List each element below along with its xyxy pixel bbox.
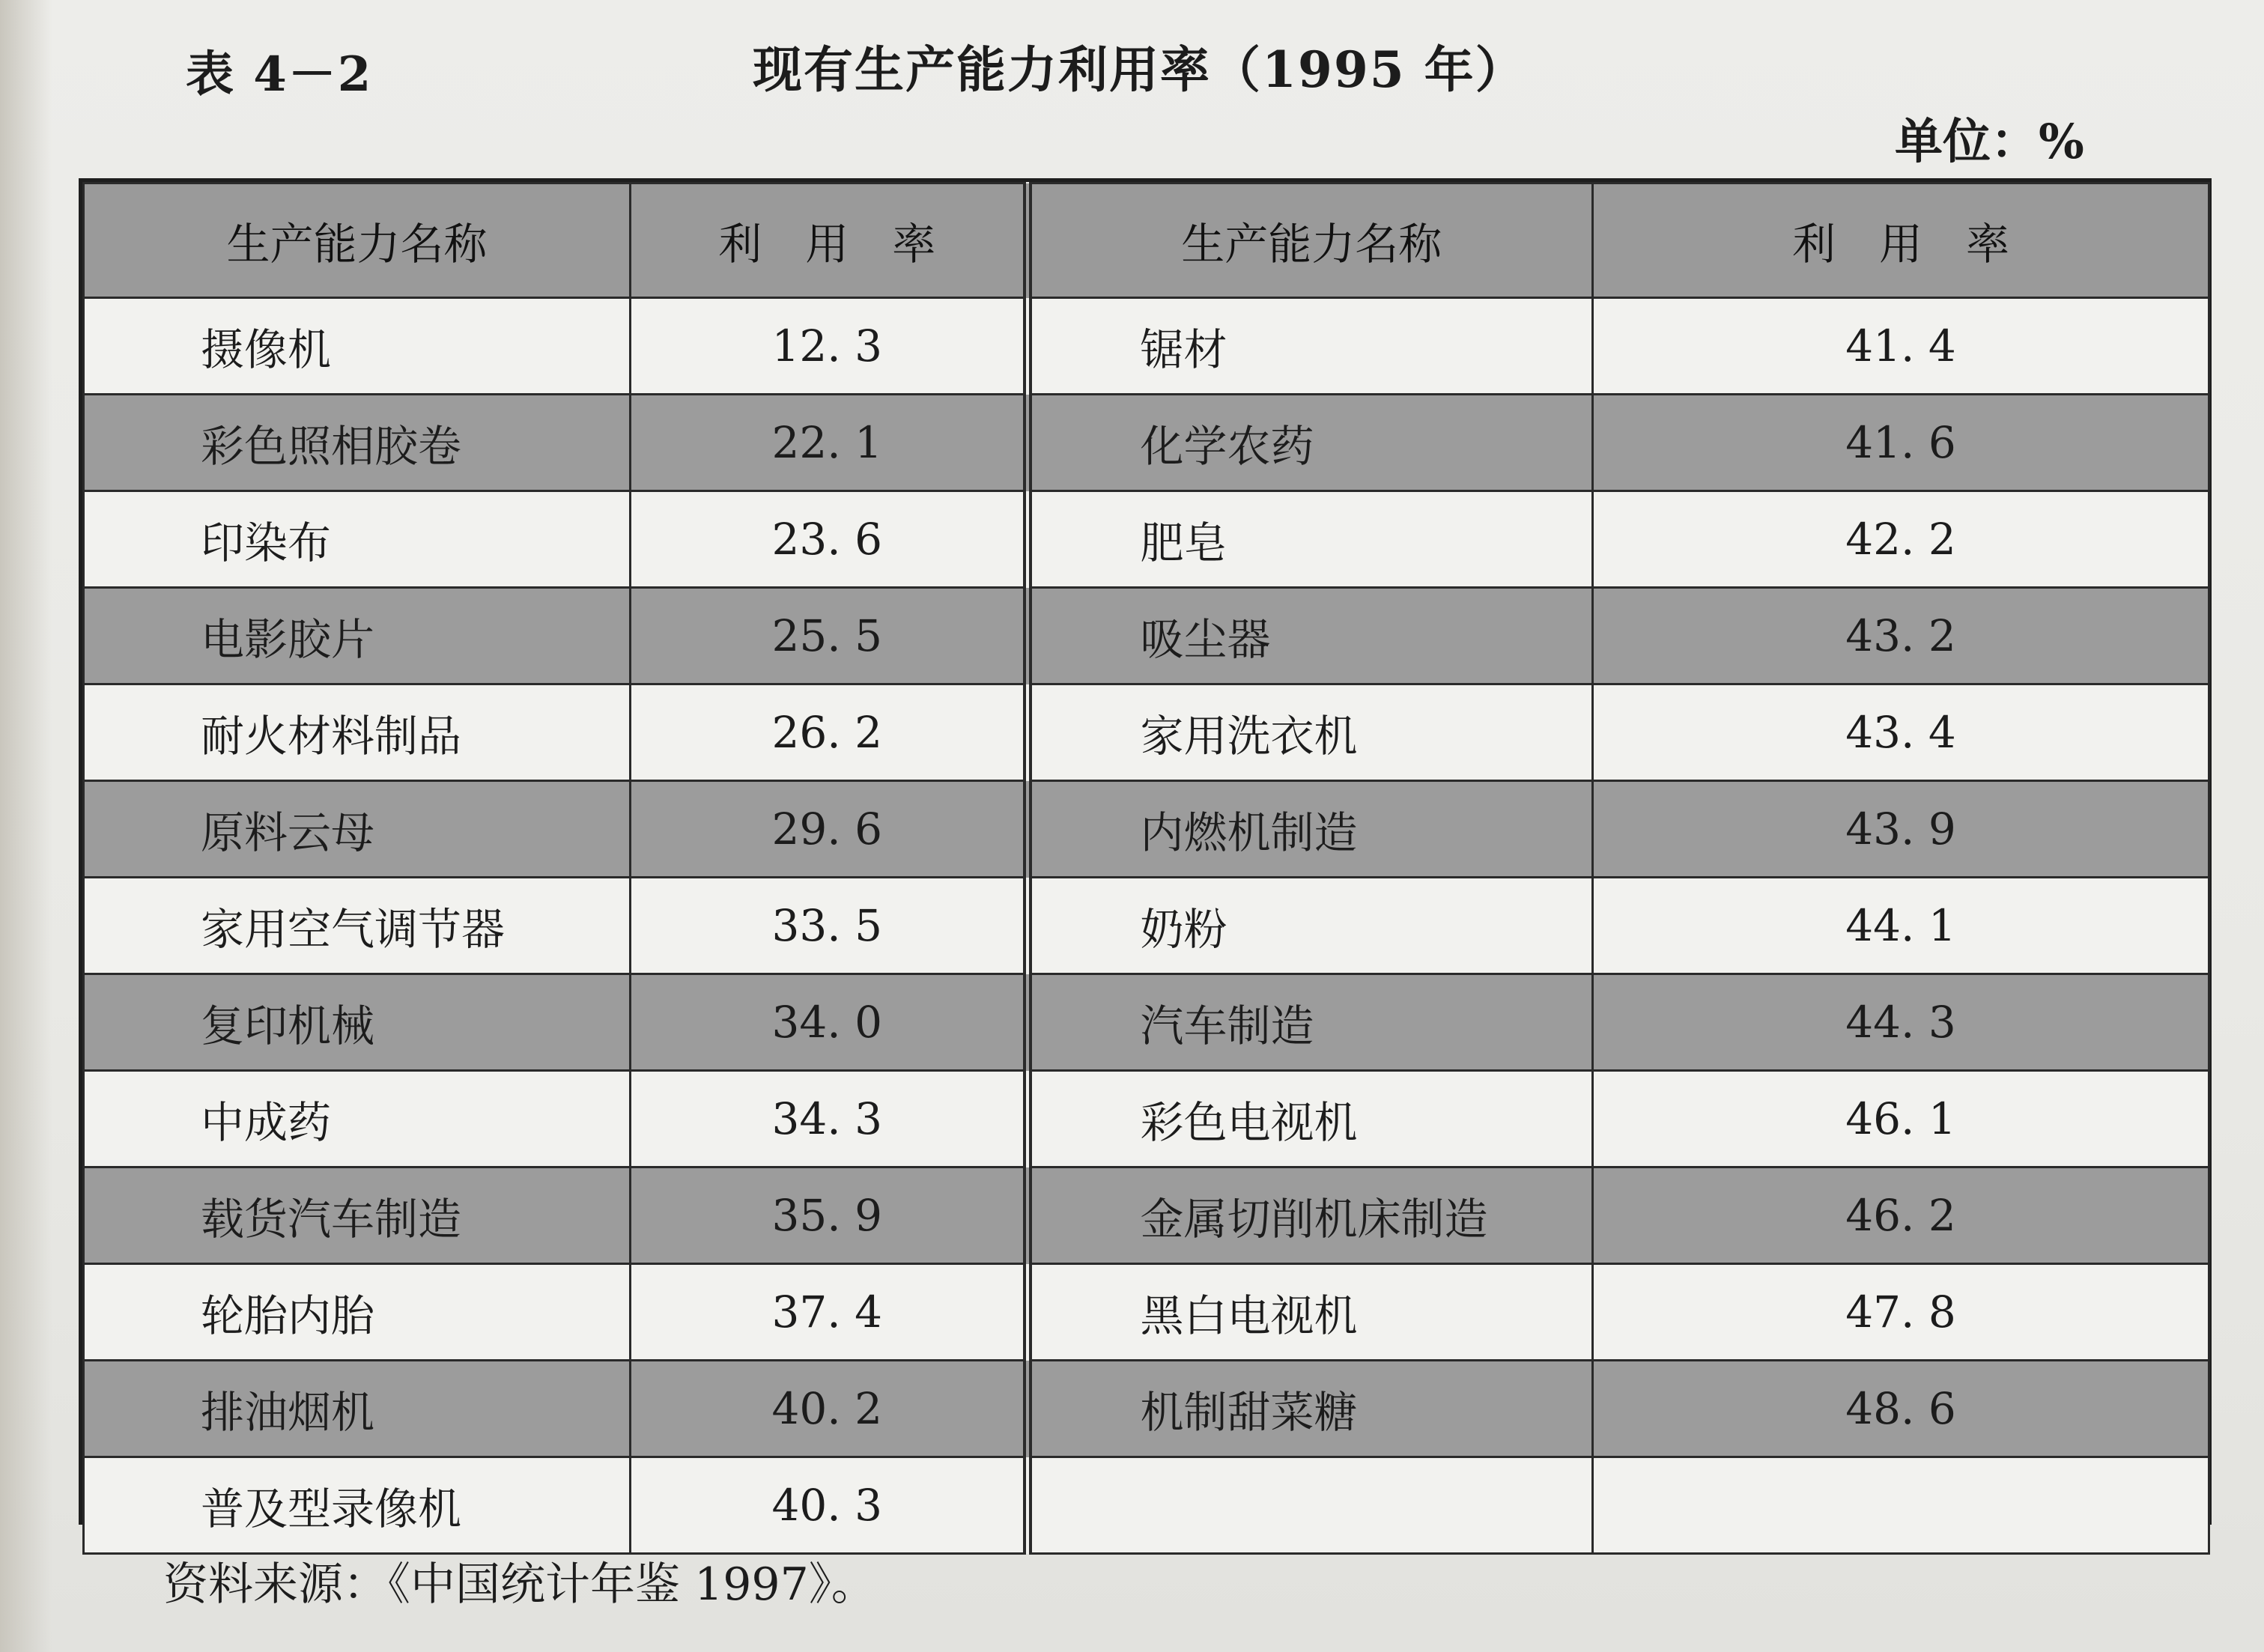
column-header-rate-left: 利 用 率 xyxy=(631,183,1028,298)
table-body xyxy=(84,298,2209,1554)
table-row xyxy=(84,781,2209,878)
cell-rate-right: 44. 3 xyxy=(1593,974,2209,1071)
table-row xyxy=(84,1071,2209,1167)
table-header-row xyxy=(84,183,2209,298)
cell-name-right: 化学农药 xyxy=(1028,395,1593,491)
cell-name-right: 吸尘器 xyxy=(1028,588,1593,684)
table-row xyxy=(84,395,2209,491)
column-header-name-left: 生产能力名称 xyxy=(84,183,631,298)
utilization-table xyxy=(79,178,2212,1534)
table-row xyxy=(84,684,2209,781)
cell-name-right: 肥皂 xyxy=(1028,491,1593,588)
cell-rate-left: 29. 6 xyxy=(631,781,1028,878)
cell-rate-right: 42. 2 xyxy=(1593,491,2209,588)
cell-rate-left: 40. 2 xyxy=(631,1361,1028,1457)
cell-name-right: 锯材 xyxy=(1028,298,1593,395)
cell-rate-right: 46. 2 xyxy=(1593,1167,2209,1264)
cell-rate-right: 48. 6 xyxy=(1593,1361,2209,1457)
cell-rate-left: 26. 2 xyxy=(631,684,1028,781)
cell-rate-right: 41. 4 xyxy=(1593,298,2209,395)
cell-name-right: 汽车制造 xyxy=(1028,974,1593,1071)
table-row xyxy=(84,588,2209,684)
cell-name-left: 载货汽车制造 xyxy=(84,1167,631,1264)
cell-name-right: 黑白电视机 xyxy=(1028,1264,1593,1361)
cell-rate-right: 44. 1 xyxy=(1593,878,2209,974)
cell-name-left: 彩色照相胶卷 xyxy=(84,395,631,491)
page-gutter-shadow xyxy=(0,0,52,1652)
cell-rate-right: 43. 2 xyxy=(1593,588,2209,684)
cell-rate-left: 25. 5 xyxy=(631,588,1028,684)
cell-name-left: 印染布 xyxy=(84,491,631,588)
cell-name-right xyxy=(1028,1457,1593,1554)
cell-name-left: 电影胶片 xyxy=(84,588,631,684)
cell-name-left: 复印机械 xyxy=(84,974,631,1071)
cell-rate-left: 34. 3 xyxy=(631,1071,1028,1167)
cell-rate-right: 41. 6 xyxy=(1593,395,2209,491)
cell-name-left: 耐火材料制品 xyxy=(84,684,631,781)
cell-rate-left: 23. 6 xyxy=(631,491,1028,588)
table-title: 现有生产能力利用率（1995 年） xyxy=(753,40,1526,99)
table-number: 表 4－2 xyxy=(186,46,373,103)
cell-name-right: 机制甜菜糖 xyxy=(1028,1361,1593,1457)
cell-name-left: 普及型录像机 xyxy=(84,1457,631,1554)
cell-name-right: 彩色电视机 xyxy=(1028,1071,1593,1167)
column-header-name-right: 生产能力名称 xyxy=(1028,183,1593,298)
cell-rate-right: 43. 9 xyxy=(1593,781,2209,878)
source-note: 资料来源：《中国统计年鉴 1997》。 xyxy=(163,1558,876,1611)
cell-name-left: 轮胎内胎 xyxy=(84,1264,631,1361)
cell-rate-left: 12. 3 xyxy=(631,298,1028,395)
cell-rate-right: 46. 1 xyxy=(1593,1071,2209,1167)
unit-label: 单位：% xyxy=(1895,114,2084,170)
cell-name-right: 家用洗衣机 xyxy=(1028,684,1593,781)
table-row xyxy=(84,1457,2209,1554)
column-header-rate-right: 利 用 率 xyxy=(1593,183,2209,298)
cell-rate-left: 37. 4 xyxy=(631,1264,1028,1361)
table-row xyxy=(84,974,2209,1071)
table-row xyxy=(84,298,2209,395)
cell-rate-right: 43. 4 xyxy=(1593,684,2209,781)
cell-name-left: 中成药 xyxy=(84,1071,631,1167)
cell-rate-left: 22. 1 xyxy=(631,395,1028,491)
cell-name-right: 奶粉 xyxy=(1028,878,1593,974)
table-row xyxy=(84,491,2209,588)
cell-name-left: 家用空气调节器 xyxy=(84,878,631,974)
cell-rate-left: 35. 9 xyxy=(631,1167,1028,1264)
cell-name-left: 原料云母 xyxy=(84,781,631,878)
table-row xyxy=(84,1361,2209,1457)
cell-name-right: 内燃机制造 xyxy=(1028,781,1593,878)
cell-rate-right: 47. 8 xyxy=(1593,1264,2209,1361)
cell-name-right: 金属切削机床制造 xyxy=(1028,1167,1593,1264)
cell-name-left: 摄像机 xyxy=(84,298,631,395)
cell-rate-right xyxy=(1593,1457,2209,1554)
cell-rate-left: 34. 0 xyxy=(631,974,1028,1071)
cell-rate-left: 33. 5 xyxy=(631,878,1028,974)
table-row xyxy=(84,878,2209,974)
table-row xyxy=(84,1167,2209,1264)
cell-name-left: 排油烟机 xyxy=(84,1361,631,1457)
table-row xyxy=(84,1264,2209,1361)
cell-rate-left: 40. 3 xyxy=(631,1457,1028,1554)
